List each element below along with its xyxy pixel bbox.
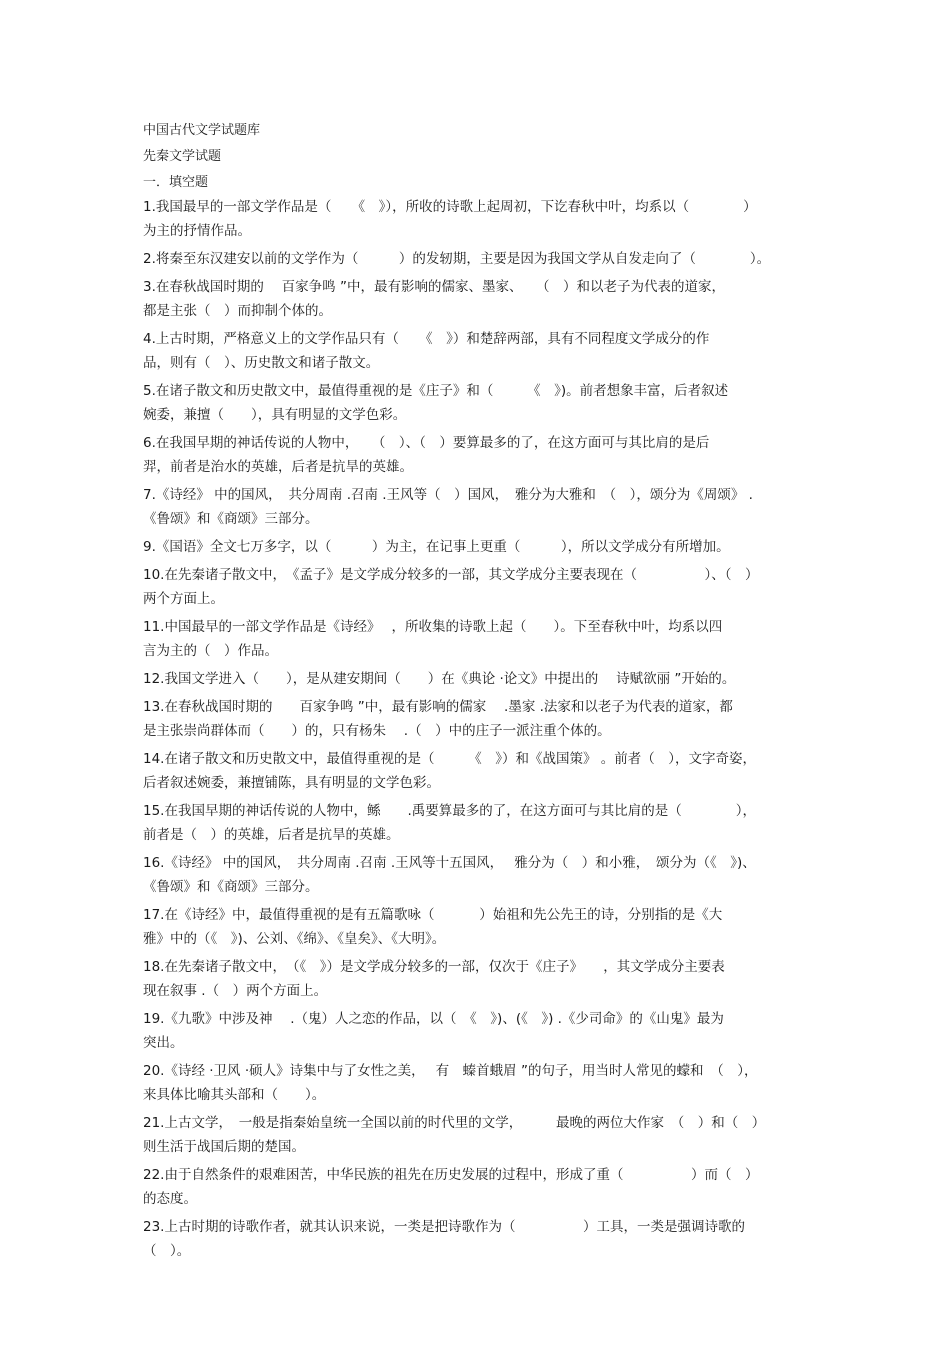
question-line: 7.《诗经》 中的国风， 共分周南 .召南 .王风等（ ）国风， 雅分为大雅和 （ ），颂分为《周颂》 . [143,487,753,503]
question-line: 19.《九歌》中涉及神 .（鬼）人之恋的作品，以（ 《 》)、(《 》) .《少司命》的《山鬼》最为 [143,1011,724,1027]
question-item [143,851,813,899]
question-line: （ ）。 [143,1243,191,1259]
question-line: 雅》中的（《 》)、公刘、《绵》、《皇矣》、《大明》。 [143,931,446,947]
question-item [143,195,813,243]
document-title: 中国古代文学试题库 [143,123,261,138]
question-line: 《鲁颂》和《商颂》三部分。 [143,879,319,895]
question-line: 20.《诗经 ·卫风 ·硕人》诗集中与了女性之美， 有 螓首蛾眉 ”的句子，用当时人常见的蠓和 （ ）， [143,1063,758,1079]
question-line: 13.在春秋战国时期的 百家争鸣 ”中，最有影响的儒家 .墨家 .法家和以老子为代表的道家，都 [143,699,733,715]
question-line: 3.在春秋战国时期的 百家争鸣 ”中，最有影响的儒家、墨家、 （ ）和以老子为代表的道家， [143,279,725,295]
question-line: 是主张崇尚群体而（ ）的，只有杨朱 .（ ）中的庄子一派注重个体的。 [143,723,611,739]
document-header [143,118,260,196]
question-line: 4.上古时期，严格意义上的文学作品只有（ 《 》）和楚辞两部，具有不同程度文学成分的作 [143,331,710,347]
question-line: 14.在诸子散文和历史散文中，最值得重视的是（ 《 》）和《战国策》 。前者（ ），文字奇姿， [143,751,757,767]
question-line: 来具体比喻其头部和（ ）。 [143,1087,326,1103]
question-line: 9.《国语》全文七万多字，以（ ）为主，在记事上更重（ ），所以文学成分有所增加。 [143,539,730,555]
question-item [143,1059,813,1107]
question-line: 婉委，兼擅（ ），具有明显的文学色彩。 [143,407,407,423]
question-line: 16.《诗经》 中的国风， 共分周南 .召南 .王风等十五国风， 雅分为（ ）和小雅， 颂分为（《 》)、 [143,855,756,871]
question-line: 则生活于战国后期的楚国。 [143,1139,305,1155]
question-line: 15.在我国早期的神话传说的人物中，鲧 .禹要算最多的了，在这方面可与其比肩的是（ ）， [143,803,757,819]
question-line: 17.在《诗经》中，最值得重视的是有五篇歌咏（ ）始祖和先公先王的诗，分别指的是《大 [143,907,723,923]
question-item [143,563,813,611]
question-line: 12.我国文学进入（ ），是从建安期间（ ）在《典论 ·论文》中提出的 诗赋欲丽 ”开始的。 [143,671,736,687]
question-line: 2.将秦至东汉建安以前的文学作为（ ）的发轫期，主要是因为我国文学从自发走向了（ ）。 [143,251,771,267]
question-item [143,247,813,271]
question-item [143,379,813,427]
question-item [143,483,813,531]
question-line: 18.在先秦诸子散文中， （《 》）是文学成分较多的一部，仅次于《庄子》 ，其文学成分主要表 [143,959,725,975]
question-item [143,955,813,1003]
question-line: 为主的抒情作品。 [143,223,251,239]
question-line: 两个方面上。 [143,591,224,607]
question-item [143,1007,813,1055]
question-line: 11.中国最早的一部文学作品是《诗经》 ，所收集的诗歌上起（ ）。下至春秋中叶，均系以四 [143,619,723,635]
question-line: 后者叙述婉委，兼擅铺陈，具有明显的文学色彩。 [143,775,440,791]
question-line: 10.在先秦诸子散文中， 《孟子》是文学成分较多的一部，其文学成分主要表现在（ ）、（ ） [143,567,759,583]
question-item [143,799,813,847]
question-line: 的态度。 [143,1191,197,1207]
question-item [143,747,813,795]
question-line: 突出。 [143,1035,184,1051]
question-item [143,1111,813,1159]
question-list [143,195,813,1263]
question-line: 都是主张（ ）而抑制个体的。 [143,303,332,319]
question-line: 《鲁颂》和《商颂》三部分。 [143,511,319,527]
question-item [143,431,813,479]
question-item [143,327,813,375]
question-line: 23.上古时期的诗歌作者，就其认识来说，一类是把诗歌作为（ ）工具，一类是强调诗歌的 [143,1219,745,1235]
question-line: 22.由于自然条件的艰难困苦，中华民族的祖先在历史发展的过程中，形成了重（ ）而（ ） [143,1167,759,1183]
question-line: 羿，前者是治水的英雄，后者是抗旱的英雄。 [143,459,413,475]
question-item [143,275,813,323]
question-item [143,903,813,951]
question-item [143,667,813,691]
question-item [143,535,813,559]
question-line: 前者是（ ）的英雄，后者是抗旱的英雄。 [143,827,400,843]
question-line: 6.在我国早期的神话传说的人物中， （ ）、（ ）要算最多的了，在这方面可与其比肩的是后 [143,435,710,451]
question-item [143,695,813,743]
question-line: 品，则有（ ）、历史散文和诸子散文。 [143,355,380,371]
question-line: 5.在诸子散文和历史散文中，最值得重视的是《庄子》和（ 《 》)。前者想象丰富，后者叙述 [143,383,729,399]
question-item [143,1163,813,1211]
section-heading: 一．填空题 [143,175,209,190]
document-subtitle: 先秦文学试题 [143,149,222,164]
question-line: 现在叙事 .（ ）两个方面上。 [143,983,328,999]
question-line: 言为主的（ ）作品。 [143,643,278,659]
question-line: 1.我国最早的一部文学作品是（ 《 》），所收的诗歌上起周初，下讫春秋中叶，均系以（ ） [143,199,757,215]
question-item [143,1215,813,1263]
question-item [143,615,813,663]
question-line: 21.上古文学， 一般是指秦始皇统一全国以前的时代里的文学， 最晚的两位大作家 （ ）和（ ） [143,1115,766,1131]
